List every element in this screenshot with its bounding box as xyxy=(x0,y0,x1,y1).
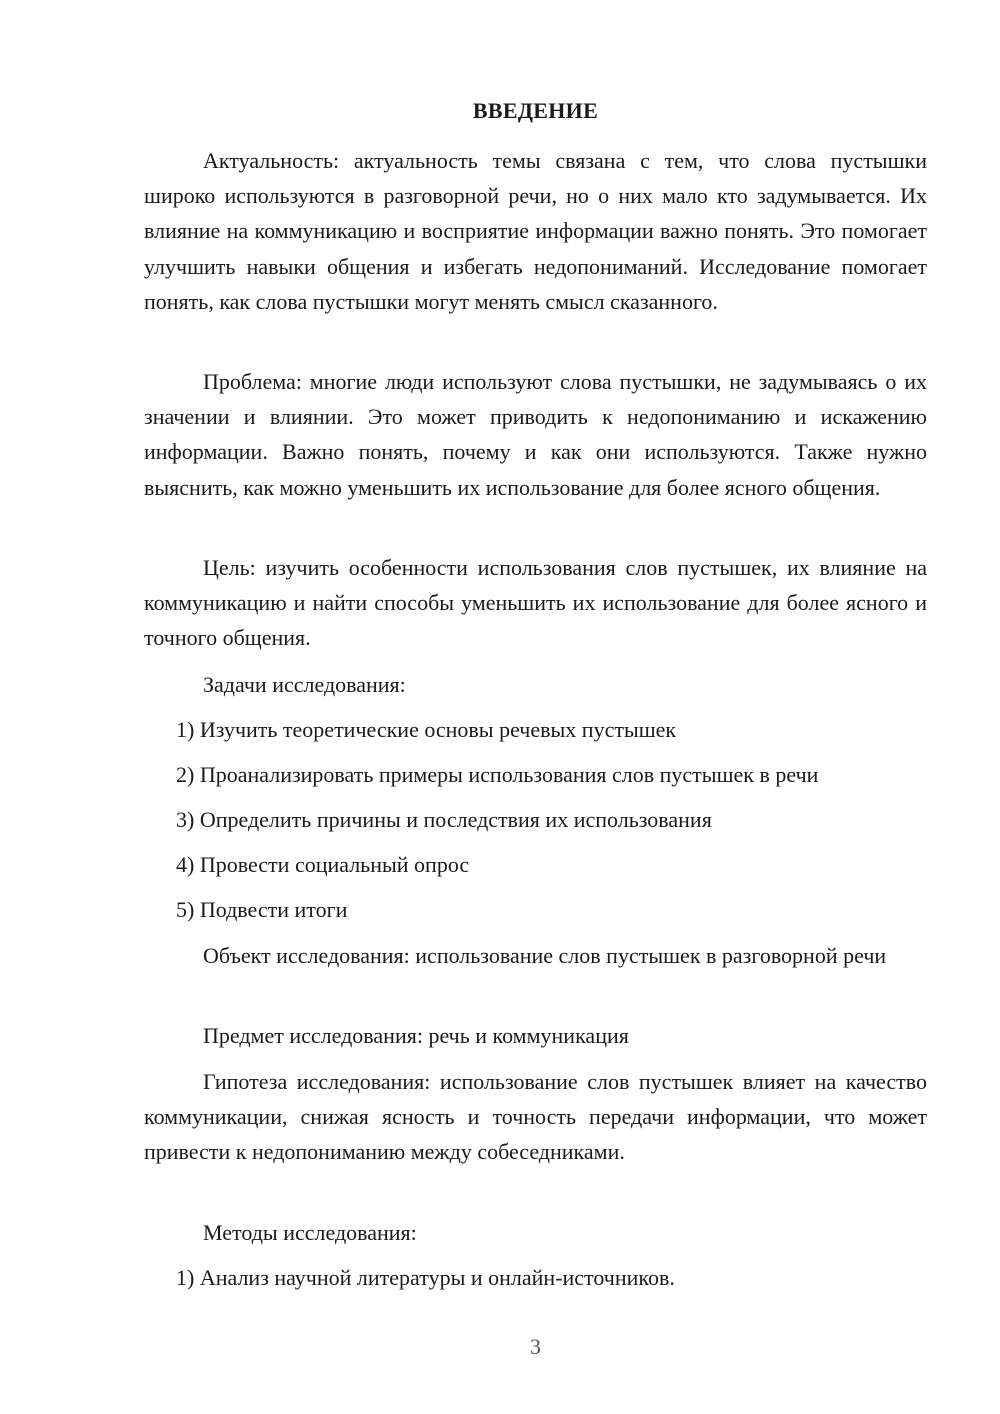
problem-paragraph: Проблема: многие люди используют слова пустышки, не задумываясь о их значении и влиянии. Это может приводить к недопониманию и искажению информации. Важно понять, почему и как они используются. Также нужно выяснить, как можно уменьшить их использование для более ясного общения. xyxy=(144,369,927,500)
task-item-4: 4) Провести социальный опрос xyxy=(176,852,470,877)
task-item-5: 5) Подвести итоги xyxy=(176,897,348,922)
tasks-heading: Задачи исследования: xyxy=(203,672,406,697)
task-item-3: 3) Определить причины и последствия их использования xyxy=(176,807,712,832)
document-page xyxy=(144,0,927,1414)
task-item-1: 1) Изучить теоретические основы речевых пустышек xyxy=(176,717,677,742)
object-paragraph: Объект исследования: использование слов пустышек в разговорной речи xyxy=(203,943,887,968)
goal-paragraph: Цель: изучить особенности использования слов пустышек, их влияние на коммуникацию и найти способы уменьшить их использование для более ясного и точного общения. xyxy=(144,555,927,651)
methods-heading: Методы исследования: xyxy=(203,1220,417,1245)
method-item-1: 1) Анализ научной литературы и онлайн-источников. xyxy=(176,1265,675,1290)
subject-paragraph: Предмет исследования: речь и коммуникация xyxy=(203,1023,629,1048)
page-title: ВВЕДЕНИЕ xyxy=(472,98,599,123)
hypothesis-paragraph: Гипотеза исследования: использование слов пустышек влияет на качество коммуникации, снижая ясность и точность передачи информации, что может привести к недопониманию между собеседниками. xyxy=(144,1069,927,1165)
task-item-2: 2) Проанализировать примеры использования слов пустышек в речи xyxy=(176,762,819,787)
relevance-paragraph: Актуальность: актуальность темы связана с тем, что слова пустышки широко используются в разговорной речи, но о них мало кто задумывается. Их влияние на коммуникацию и восприятие информации важно понять. Это помогает улучшить навыки общения и избегать недопониманий. Исследование помогает понять, как слова пустышки могут менять смысл сказанного. xyxy=(144,148,927,314)
page-number: 3 xyxy=(530,1334,541,1359)
